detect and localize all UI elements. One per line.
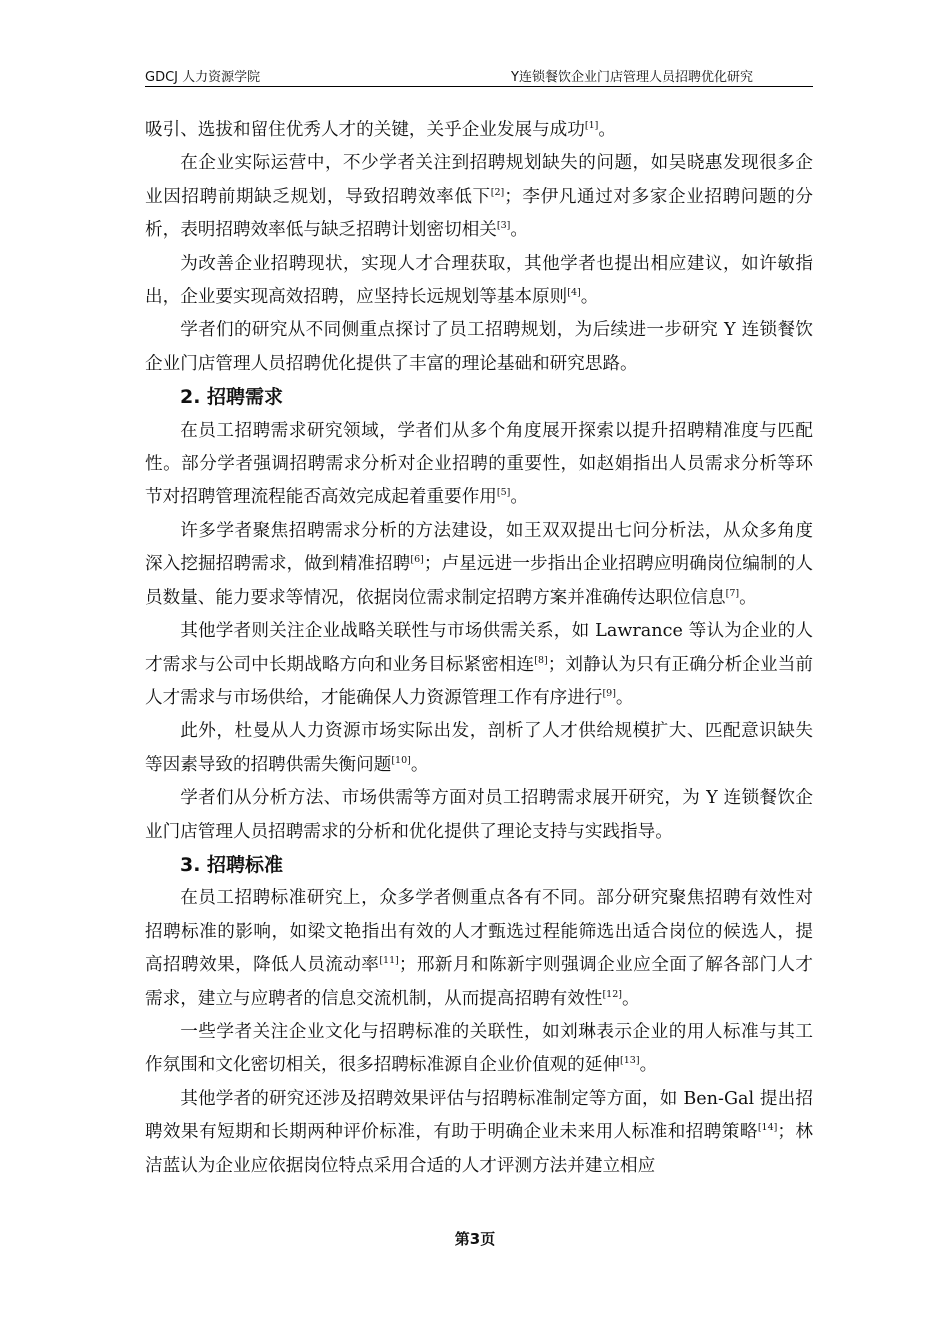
body-text [145, 114, 813, 1183]
citation-ref: [6] [410, 554, 424, 566]
header-right: Y连锁餐饮企业门店管理人员招聘优化研究 [511, 70, 753, 85]
page-number: 第3页 [454, 1230, 496, 1248]
paragraph: 学者们的研究从不同侧重点探讨了员工招聘规划，为后续进一步研究 Y 连锁餐饮企业门店管理人员招聘优化提供了丰富的理论基础和研究思路。 [145, 320, 813, 374]
citation-ref: [3] [496, 220, 511, 232]
citation-ref: [9] [602, 687, 616, 699]
paragraph: 在员工招聘需求研究领域，学者们从多个角度展开探索以提升招聘精准度与匹配性。部分学者强调招聘需求分析对企业招聘的重要性，如赵娟指出人员需求分析等环节对招聘管理流程能否高效完成起着重要作用[5]。 [145, 420, 813, 508]
citation-ref: [4] [567, 287, 581, 299]
paragraph: 在企业实际运营中，不少学者关注到招聘规划缺失的问题，如吴晓惠发现很多企业因招聘前期缺乏规划，导致招聘效率低下[2]；李伊凡通过对多家企业招聘问题的分析，表明招聘效率低与缺乏招聘计划密切相关[3]。 [145, 153, 813, 241]
citation-ref: [7] [725, 587, 740, 599]
section-heading: 2. 招聘需求 [180, 386, 284, 409]
header-left: GDCJ 人力资源学院 [145, 70, 261, 85]
citation-ref: [11] [379, 955, 399, 967]
paragraph: 其他学者则关注企业战略关联性与市场供需关系，如 Lawrance 等认为企业的人才需求与公司中长期战略方向和业务目标紧密相连[8]；刘静认为只有正确分析企业当前人才需求与市场供给，才能确保人力资源管理工作有序进行[9]。 [145, 621, 813, 708]
paragraph: 一些学者关注企业文化与招聘标准的关联性，如刘琳表示企业的用人标准与其工作氛围和文化密切相关，很多招聘标准源自企业价值观的延伸[13]。 [145, 1021, 813, 1076]
citation-ref: [14] [757, 1122, 778, 1134]
citation-ref: [5] [496, 487, 511, 499]
paragraph: 其他学者的研究还涉及招聘效果评估与招聘标准制定等方面，如 Ben-Gal 提出招聘效果有短期和长期两种评价标准，有助于明确企业未来用人标准和招聘策略[14]；林洁蓝认为企业应依据岗位特点采用合适的人才评测方法并建立相应 [145, 1088, 813, 1176]
citation-ref: [10] [391, 754, 411, 766]
citation-ref: [1] [584, 120, 599, 131]
page-header [145, 64, 813, 87]
paragraph: 此外，杜曼从人力资源市场实际出发，剖析了人才供给规模扩大、匹配意识缺失等因素导致的招聘供需失衡问题[10]。 [145, 721, 813, 775]
paragraph: 学者们从分析方法、市场供需等方面对员工招聘需求展开研究，为 Y 连锁餐饮企业门店管理人员招聘需求的分析和优化提供了理论支持与实践指导。 [145, 788, 813, 842]
paragraph: 为改善企业招聘现状，实现人才合理获取，其他学者也提出相应建议，如许敏指出，企业要实现高效招聘，应坚持长远规划等基本原则[4]。 [145, 253, 813, 308]
paragraph: 许多学者聚焦招聘需求分析的方法建设，如王双双提出七问分析法，从众多角度深入挖掘招聘需求，做到精准招聘[6]；卢星远进一步指出企业招聘应明确岗位编制的人员数量、能力要求等情况，依据岗位需求制定招聘方案并准确传达职位信息[7]。 [145, 520, 813, 608]
citation-ref: [13] [620, 1055, 640, 1067]
citation-ref: [8] [534, 654, 548, 666]
paragraph: 吸引、选拔和留住优秀人才的关键，关乎企业发展与成功[1]。 [145, 120, 616, 140]
paragraph: 在员工招聘标准研究上，众多学者侧重点各有不同。部分研究聚焦招聘有效性对招聘标准的影响，如梁文艳指出有效的人才甄选过程能筛选出适合岗位的候选人，提高招聘效果，降低人员流动率[11]；邢新月和陈新宇则强调企业应全面了解各部门人才需求，建立与应聘者的信息交流机制，从而提高招聘有效性[12]。 [145, 888, 813, 1009]
citation-ref: [12] [602, 988, 622, 1000]
citation-ref: [2] [490, 186, 505, 198]
section-heading: 3. 招聘标准 [180, 853, 284, 876]
